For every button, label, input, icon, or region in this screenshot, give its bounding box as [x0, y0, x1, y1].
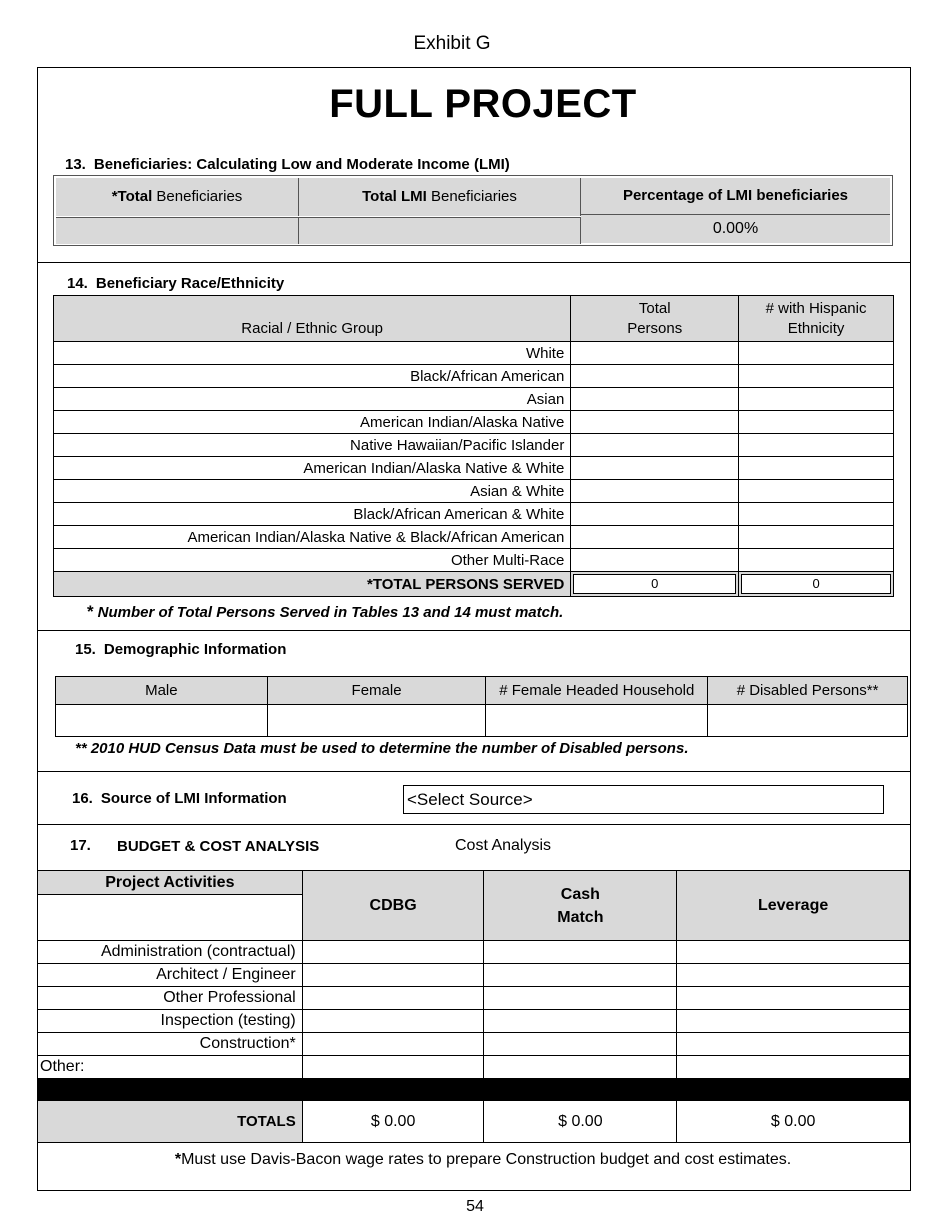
section-16-heading: [72, 790, 287, 807]
other-activity-label[interactable]: Other:: [38, 1056, 303, 1079]
table-row: [54, 480, 894, 503]
female-headed-household-input[interactable]: [486, 705, 708, 737]
table-row: [38, 1033, 910, 1056]
table-row: [54, 503, 894, 526]
cash-match-input[interactable]: [484, 1010, 677, 1033]
activity-label: Inspection (testing): [38, 1010, 303, 1033]
total-persons-served-label: *TOTAL PERSONS SERVED: [54, 572, 571, 597]
cdbg-input[interactable]: [302, 941, 484, 964]
total-persons-input[interactable]: [571, 388, 739, 411]
cdbg-input[interactable]: [302, 964, 484, 987]
davis-bacon-footnote-star: *: [174, 1151, 182, 1168]
section-14-number: 14.: [67, 275, 88, 292]
total-hispanic-cell: [739, 572, 894, 597]
total-persons-header-line2: Persons: [627, 319, 683, 337]
divider: [37, 824, 911, 825]
cash-match-header: [484, 871, 677, 941]
section-16-number: 16.: [72, 790, 93, 807]
total-cash-match: $ 0.00: [484, 1101, 677, 1143]
racial-group-header: Racial / Ethnic Group: [54, 296, 571, 342]
total-lmi-input[interactable]: [299, 217, 581, 244]
female-headed-household-header: # Female Headed Household: [486, 677, 708, 705]
race-label: American Indian/Alaska Native: [54, 411, 571, 434]
race-label: Asian & White: [54, 480, 571, 503]
disabled-persons-input[interactable]: [708, 705, 908, 737]
total-beneficiaries-input[interactable]: [56, 217, 299, 244]
hispanic-input[interactable]: [739, 365, 894, 388]
race-label: Black/African American & White: [54, 503, 571, 526]
cash-match-input[interactable]: [484, 1033, 677, 1056]
table-row: [54, 457, 894, 480]
table-row: [54, 388, 894, 411]
total-persons-value: 0: [573, 574, 736, 594]
leverage-header: Leverage: [677, 871, 910, 941]
section-17-number: 17.: [70, 837, 91, 854]
total-persons-input[interactable]: [571, 480, 739, 503]
total-leverage: $ 0.00: [677, 1101, 910, 1143]
hispanic-input[interactable]: [739, 342, 894, 365]
leverage-input[interactable]: [677, 1056, 910, 1079]
table-row: [38, 987, 910, 1010]
total-beneficiaries-header-bold: *Total: [111, 188, 153, 205]
table-row: [54, 342, 894, 365]
hispanic-input[interactable]: [739, 388, 894, 411]
cash-match-input[interactable]: [484, 964, 677, 987]
total-row: [54, 572, 894, 597]
cash-match-input[interactable]: [484, 941, 677, 964]
activity-label: Administration (contractual): [38, 941, 303, 964]
race-label: Asian: [54, 388, 571, 411]
total-persons-input[interactable]: [571, 434, 739, 457]
hispanic-header: [739, 296, 894, 342]
section-14-note-text: Number of Total Persons Served in Tables 13 and 14 must match.: [97, 604, 564, 621]
leverage-input[interactable]: [677, 941, 910, 964]
budget-table: [37, 870, 910, 1143]
race-label: Black/African American: [54, 365, 571, 388]
table-row: [38, 964, 910, 987]
total-persons-input[interactable]: [571, 457, 739, 480]
male-input[interactable]: [56, 705, 268, 737]
cash-match-input[interactable]: [484, 987, 677, 1010]
total-persons-input[interactable]: [571, 526, 739, 549]
total-persons-input[interactable]: [571, 411, 739, 434]
section-15-note: ** 2010 HUD Census Data must be used to determine the number of Disabled persons.: [75, 740, 689, 757]
cdbg-input[interactable]: [302, 1010, 484, 1033]
cash-match-header-line1: Cash: [560, 885, 600, 903]
section-15-title: Demographic Information: [103, 641, 287, 658]
lmi-percentage-header: Percentage of LMI beneficiaries: [581, 178, 890, 215]
total-persons-input[interactable]: [571, 503, 739, 526]
total-persons-input[interactable]: [571, 549, 739, 572]
section-13-heading: [65, 156, 510, 173]
race-label: White: [54, 342, 571, 365]
total-lmi-header-rest: Beneficiaries: [426, 188, 517, 205]
total-lmi-header: [299, 178, 581, 216]
section-15-heading: [75, 641, 286, 658]
table-row: [54, 411, 894, 434]
leverage-input[interactable]: [677, 1033, 910, 1056]
section-13-number: 13.: [65, 156, 86, 173]
total-persons-input[interactable]: [571, 365, 739, 388]
hispanic-input[interactable]: [739, 503, 894, 526]
section-14-heading: [67, 275, 284, 292]
lmi-table: [53, 175, 893, 246]
lmi-percentage-value: 0.00%: [581, 215, 890, 243]
cash-match-header-line2: Match: [557, 908, 604, 926]
black-bar: [38, 1079, 910, 1101]
race-label: Native Hawaiian/Pacific Islander: [54, 434, 571, 457]
section-17-heading: BUDGET & COST ANALYSIS: [117, 838, 320, 855]
cash-match-input[interactable]: [484, 1056, 677, 1079]
section-15-number: 15.: [75, 641, 96, 658]
activity-label: Construction*: [38, 1033, 303, 1056]
race-label: American Indian/Alaska Native & White: [54, 457, 571, 480]
hispanic-input[interactable]: [739, 549, 894, 572]
black-bar-row: [38, 1079, 910, 1101]
cost-analysis-label: Cost Analysis: [455, 837, 552, 854]
hispanic-input[interactable]: [739, 480, 894, 503]
page-title: FULL PROJECT: [329, 82, 637, 126]
cdbg-header: CDBG: [302, 871, 484, 941]
cdbg-input[interactable]: [302, 1033, 484, 1056]
divider: [37, 771, 911, 772]
table-row: [54, 434, 894, 457]
table-row: [54, 365, 894, 388]
table-row: [38, 1056, 910, 1079]
hispanic-input[interactable]: [739, 457, 894, 480]
hispanic-header-line1: # with Hispanic: [765, 299, 867, 317]
male-header: Male: [56, 677, 268, 705]
davis-bacon-footnote: [0, 1151, 950, 1169]
totals-label: TOTALS: [38, 1101, 303, 1143]
total-persons-header: [571, 296, 739, 342]
female-input[interactable]: [267, 705, 486, 737]
hispanic-input[interactable]: [739, 411, 894, 434]
leverage-input[interactable]: [677, 987, 910, 1010]
table-row: [54, 526, 894, 549]
activity-label: Architect / Engineer: [38, 964, 303, 987]
davis-bacon-footnote-text: Must use Davis-Bacon wage rates to prepare Construction budget and cost estimates.: [181, 1151, 792, 1168]
total-hispanic-value: 0: [741, 574, 891, 594]
activities-blank-cell: [38, 895, 303, 941]
section-14-note: [87, 602, 563, 622]
total-lmi-header-bold: Total LMI: [362, 188, 427, 205]
hispanic-input[interactable]: [739, 434, 894, 457]
race-label: Other Multi-Race: [54, 549, 571, 572]
table-row: [54, 549, 894, 572]
cdbg-input[interactable]: [302, 1056, 484, 1079]
hispanic-header-line2: Ethnicity: [787, 319, 845, 337]
divider: [37, 630, 911, 631]
total-cdbg: $ 0.00: [302, 1101, 484, 1143]
section-13-title: Beneficiaries: Calculating Low and Moderate Income (LMI): [93, 156, 510, 173]
project-activities-header: Project Activities: [38, 871, 303, 895]
page-number: 54: [466, 1198, 484, 1215]
leverage-input[interactable]: [677, 1010, 910, 1033]
table-row: [38, 941, 910, 964]
exhibit-label: Exhibit G: [413, 33, 491, 54]
total-persons-cell: [571, 572, 739, 597]
table-row: [38, 1010, 910, 1033]
race-label: American Indian/Alaska Native & Black/African American: [54, 526, 571, 549]
total-beneficiaries-header-rest: Beneficiaries: [152, 188, 243, 205]
disabled-persons-header: # Disabled Persons**: [708, 677, 908, 705]
race-ethnicity-table: [53, 295, 894, 597]
lmi-source-select[interactable]: <Select Source>: [403, 785, 884, 814]
section-16-title: Source of LMI Information: [100, 790, 287, 807]
total-persons-header-line1: Total: [638, 299, 671, 317]
activity-label: Other Professional: [38, 987, 303, 1010]
hispanic-input[interactable]: [739, 526, 894, 549]
totals-row: [38, 1101, 910, 1143]
section-14-note-star: *: [87, 602, 94, 621]
leverage-input[interactable]: [677, 964, 910, 987]
total-persons-input[interactable]: [571, 342, 739, 365]
total-beneficiaries-header: [56, 178, 299, 216]
divider: [37, 262, 911, 263]
female-header: Female: [267, 677, 486, 705]
demographic-table: [55, 676, 908, 737]
section-14-title: Beneficiary Race/Ethnicity: [95, 275, 285, 292]
cdbg-input[interactable]: [302, 987, 484, 1010]
